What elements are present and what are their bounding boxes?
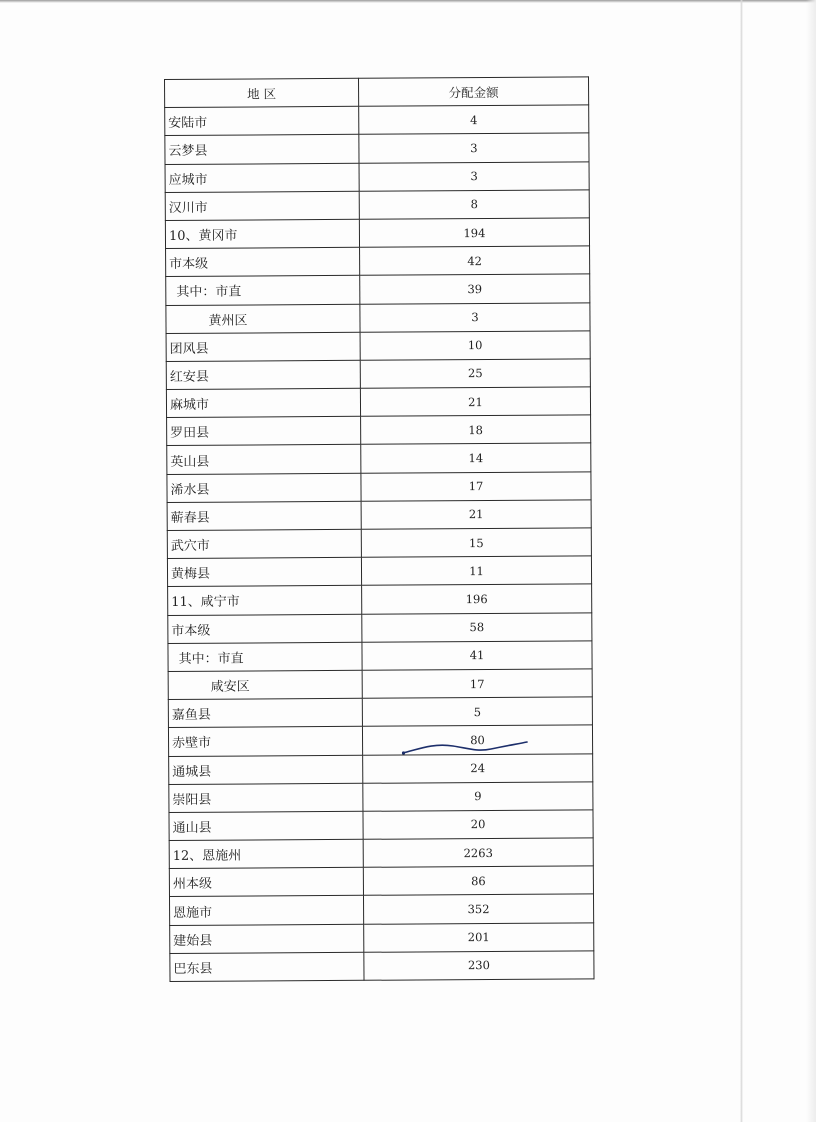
region-cell: 罗田县 bbox=[167, 417, 361, 446]
allocation-table bbox=[164, 76, 595, 982]
amount-cell: 14 bbox=[361, 443, 591, 473]
region-cell: 红安县 bbox=[166, 360, 360, 389]
table-header-row bbox=[165, 77, 589, 108]
amount-cell: 86 bbox=[363, 866, 593, 896]
amount-cell: 18 bbox=[361, 415, 591, 445]
amount-cell: 17 bbox=[362, 669, 592, 699]
table-row bbox=[169, 894, 593, 925]
amount-cell: 39 bbox=[360, 274, 590, 304]
region-cell: 蕲春县 bbox=[167, 501, 361, 530]
region-cell: 通城县 bbox=[169, 755, 363, 784]
table-row bbox=[168, 669, 592, 700]
amount-cell: 3 bbox=[359, 133, 589, 163]
amount-cell: 17 bbox=[361, 472, 591, 502]
amount-cell: 194 bbox=[359, 218, 589, 248]
table-row bbox=[169, 810, 593, 841]
region-cell: 市本级 bbox=[166, 247, 360, 276]
region-cell: 其中：市直 bbox=[168, 642, 362, 671]
amount-cell: 58 bbox=[362, 612, 592, 642]
amount-cell: 10 bbox=[360, 331, 590, 361]
amount-cell: 2263 bbox=[363, 838, 593, 868]
table-row bbox=[166, 331, 590, 362]
amount-cell: 196 bbox=[362, 584, 592, 614]
amount-cell: 21 bbox=[360, 387, 590, 417]
amount-cell: 352 bbox=[363, 894, 593, 924]
table-row bbox=[166, 274, 590, 305]
amount-cell: 41 bbox=[362, 641, 592, 671]
region-cell: 黄州区 bbox=[166, 304, 360, 333]
region-column-header: 地 区 bbox=[165, 78, 359, 107]
region-cell: 12、恩施州 bbox=[169, 839, 363, 868]
region-cell: 嘉鱼县 bbox=[168, 698, 362, 727]
amount-cell: 230 bbox=[364, 951, 594, 981]
region-cell: 英山县 bbox=[167, 445, 361, 474]
table-row bbox=[169, 782, 593, 813]
table-row bbox=[167, 415, 591, 446]
amount-cell: 25 bbox=[360, 359, 590, 389]
table-row bbox=[168, 697, 592, 728]
table-row bbox=[165, 190, 589, 221]
amount-cell: 4 bbox=[359, 105, 589, 135]
amount-cell: 11 bbox=[361, 556, 591, 586]
region-cell: 麻城市 bbox=[166, 388, 360, 417]
region-cell: 建始县 bbox=[170, 924, 364, 953]
table-row bbox=[169, 838, 593, 869]
table-body bbox=[165, 105, 594, 981]
amount-cell: 42 bbox=[360, 246, 590, 276]
region-cell: 安陆市 bbox=[165, 106, 359, 135]
table-row bbox=[165, 105, 589, 136]
table-row bbox=[165, 133, 589, 164]
region-cell: 恩施市 bbox=[169, 896, 363, 925]
table-row bbox=[166, 387, 590, 418]
amount-cell: 3 bbox=[359, 161, 589, 191]
region-cell: 州本级 bbox=[169, 868, 363, 897]
region-cell: 巴东县 bbox=[170, 952, 364, 981]
scan-top-edge bbox=[0, 0, 816, 3]
table-row bbox=[165, 218, 589, 249]
region-cell: 赤壁市 bbox=[168, 727, 362, 756]
table-row bbox=[166, 246, 590, 277]
region-cell: 汉川市 bbox=[165, 191, 359, 220]
table-row bbox=[169, 866, 593, 897]
region-cell: 崇阳县 bbox=[169, 783, 363, 812]
scan-right-edge bbox=[806, 0, 816, 1122]
region-cell: 11、咸宁市 bbox=[168, 586, 362, 615]
table-row bbox=[170, 923, 594, 954]
table-row bbox=[168, 641, 592, 672]
table-row bbox=[168, 725, 592, 756]
table-row bbox=[165, 161, 589, 192]
table-row bbox=[167, 528, 591, 559]
region-cell: 通山县 bbox=[169, 811, 363, 840]
table-row bbox=[166, 359, 590, 390]
amount-cell: 3 bbox=[360, 302, 590, 332]
amount-cell: 24 bbox=[363, 753, 593, 783]
table-row bbox=[167, 472, 591, 503]
amount-cell: 15 bbox=[361, 528, 591, 558]
region-cell: 应城市 bbox=[165, 163, 359, 192]
region-cell: 10、黄冈市 bbox=[165, 219, 359, 248]
region-cell: 咸安区 bbox=[168, 670, 362, 699]
amount-cell: 201 bbox=[364, 923, 594, 953]
amount-cell: 80 bbox=[362, 725, 592, 755]
amount-cell: 20 bbox=[363, 810, 593, 840]
table-row bbox=[167, 500, 591, 531]
region-cell: 云梦县 bbox=[165, 135, 359, 164]
region-cell: 黄梅县 bbox=[167, 557, 361, 586]
region-cell: 浠水县 bbox=[167, 473, 361, 502]
table-row bbox=[166, 302, 590, 333]
table-row bbox=[169, 753, 593, 784]
region-cell: 团风县 bbox=[166, 332, 360, 361]
amount-column-header: 分配金额 bbox=[358, 77, 588, 107]
table-row bbox=[168, 584, 592, 615]
region-cell: 其中：市直 bbox=[166, 276, 360, 305]
region-cell: 武穴市 bbox=[167, 529, 361, 558]
amount-cell: 9 bbox=[363, 782, 593, 812]
table-row bbox=[167, 556, 591, 587]
table-row bbox=[170, 951, 594, 982]
amount-cell: 5 bbox=[362, 697, 592, 727]
table-row bbox=[167, 443, 591, 474]
table-row bbox=[168, 612, 592, 643]
amount-cell: 8 bbox=[359, 190, 589, 220]
amount-cell: 21 bbox=[361, 500, 591, 530]
region-cell: 市本级 bbox=[168, 614, 362, 643]
scan-fold-line bbox=[740, 0, 743, 1122]
